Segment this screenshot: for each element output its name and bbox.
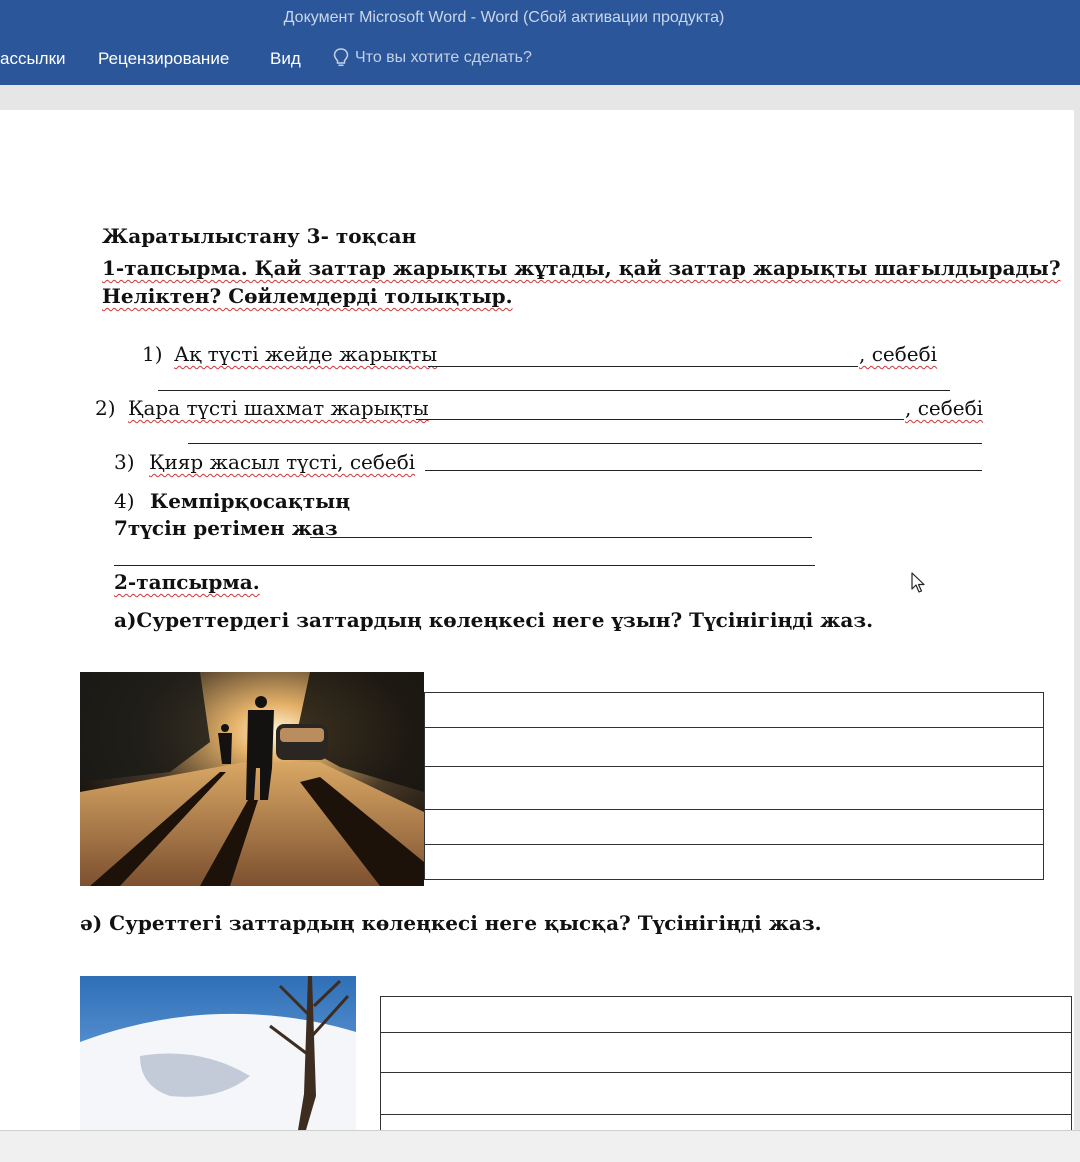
window-title: Документ Microsoft Word - Word (Сбой активации продукта) [283,9,725,26]
item-2-blank-line[interactable] [188,443,982,444]
item-1-number: 1) [142,342,163,366]
item-2-suffix: , себебі [905,396,984,420]
item-2-number: 2) [95,396,116,420]
item-1-suffix: , себебі [859,342,938,366]
answer-row[interactable] [425,693,1043,728]
status-bar [0,1130,1080,1162]
answer-row[interactable] [425,767,1043,810]
item-1-blank[interactable] [428,366,858,367]
item-1-text: Ақ түсті жейде жарықты [174,342,438,366]
answer-row[interactable] [425,728,1043,767]
short-shadow-photo [80,976,356,1130]
answer-table-a[interactable] [424,692,1044,880]
item-4-number: 4) [114,489,135,513]
item-4-line2: 7түсін ретімен жаз [114,516,338,540]
long-shadow-photo [80,672,424,886]
item-4-blank-line[interactable] [114,565,815,566]
item-3-blank[interactable] [425,470,982,471]
item-3-text: Қияр жасыл түсті, себебі [149,450,416,474]
answer-row[interactable] [381,1073,1071,1115]
task2-title: 2-тапсырма. [114,570,260,594]
item-3-number: 3) [114,450,135,474]
task1-title: 1-тапсырма. Қай заттар жарықты жұтады, қай заттар жарықты шағылдырады? [102,256,1061,280]
item-4-text: Кемпірқосақтың [150,489,350,513]
doc-heading: Жаратылыстану 3- тоқсан [102,224,417,248]
answer-row[interactable] [381,997,1071,1033]
task2a-text: а)Суреттердегі заттардың көлеңкесі неге ұзын? Түсінігіңді жаз. [114,608,874,632]
tab-review[interactable]: Рецензирование [98,49,230,68]
document-page[interactable] [0,110,1074,1130]
tell-me-text: Что вы хотите сделать? [355,49,532,66]
answer-row[interactable] [381,1115,1071,1130]
answer-row[interactable] [425,810,1043,845]
item-2-text: Қара түсті шахмат жарықты [128,396,429,420]
answer-row[interactable] [425,845,1043,879]
answer-table-b[interactable] [380,996,1072,1130]
tab-mailings[interactable]: ассылки [0,49,66,68]
item-4-blank[interactable] [310,537,812,538]
item-1-blank-line[interactable] [158,390,950,391]
answer-row[interactable] [381,1033,1071,1073]
item-2-blank[interactable] [416,419,904,420]
lightbulb-icon [333,48,349,68]
task2b-text: ә) Суреттегі заттардың көлеңкесі неге қысқа? Түсінігіңді жаз. [80,911,822,935]
title-bar [0,0,1080,85]
mouse-cursor-icon [911,572,927,594]
task1-subtitle: Неліктен? Сөйлемдерді толықтыр. [102,284,513,308]
tab-view[interactable]: Вид [270,49,301,68]
tell-me-box[interactable] [333,48,532,68]
